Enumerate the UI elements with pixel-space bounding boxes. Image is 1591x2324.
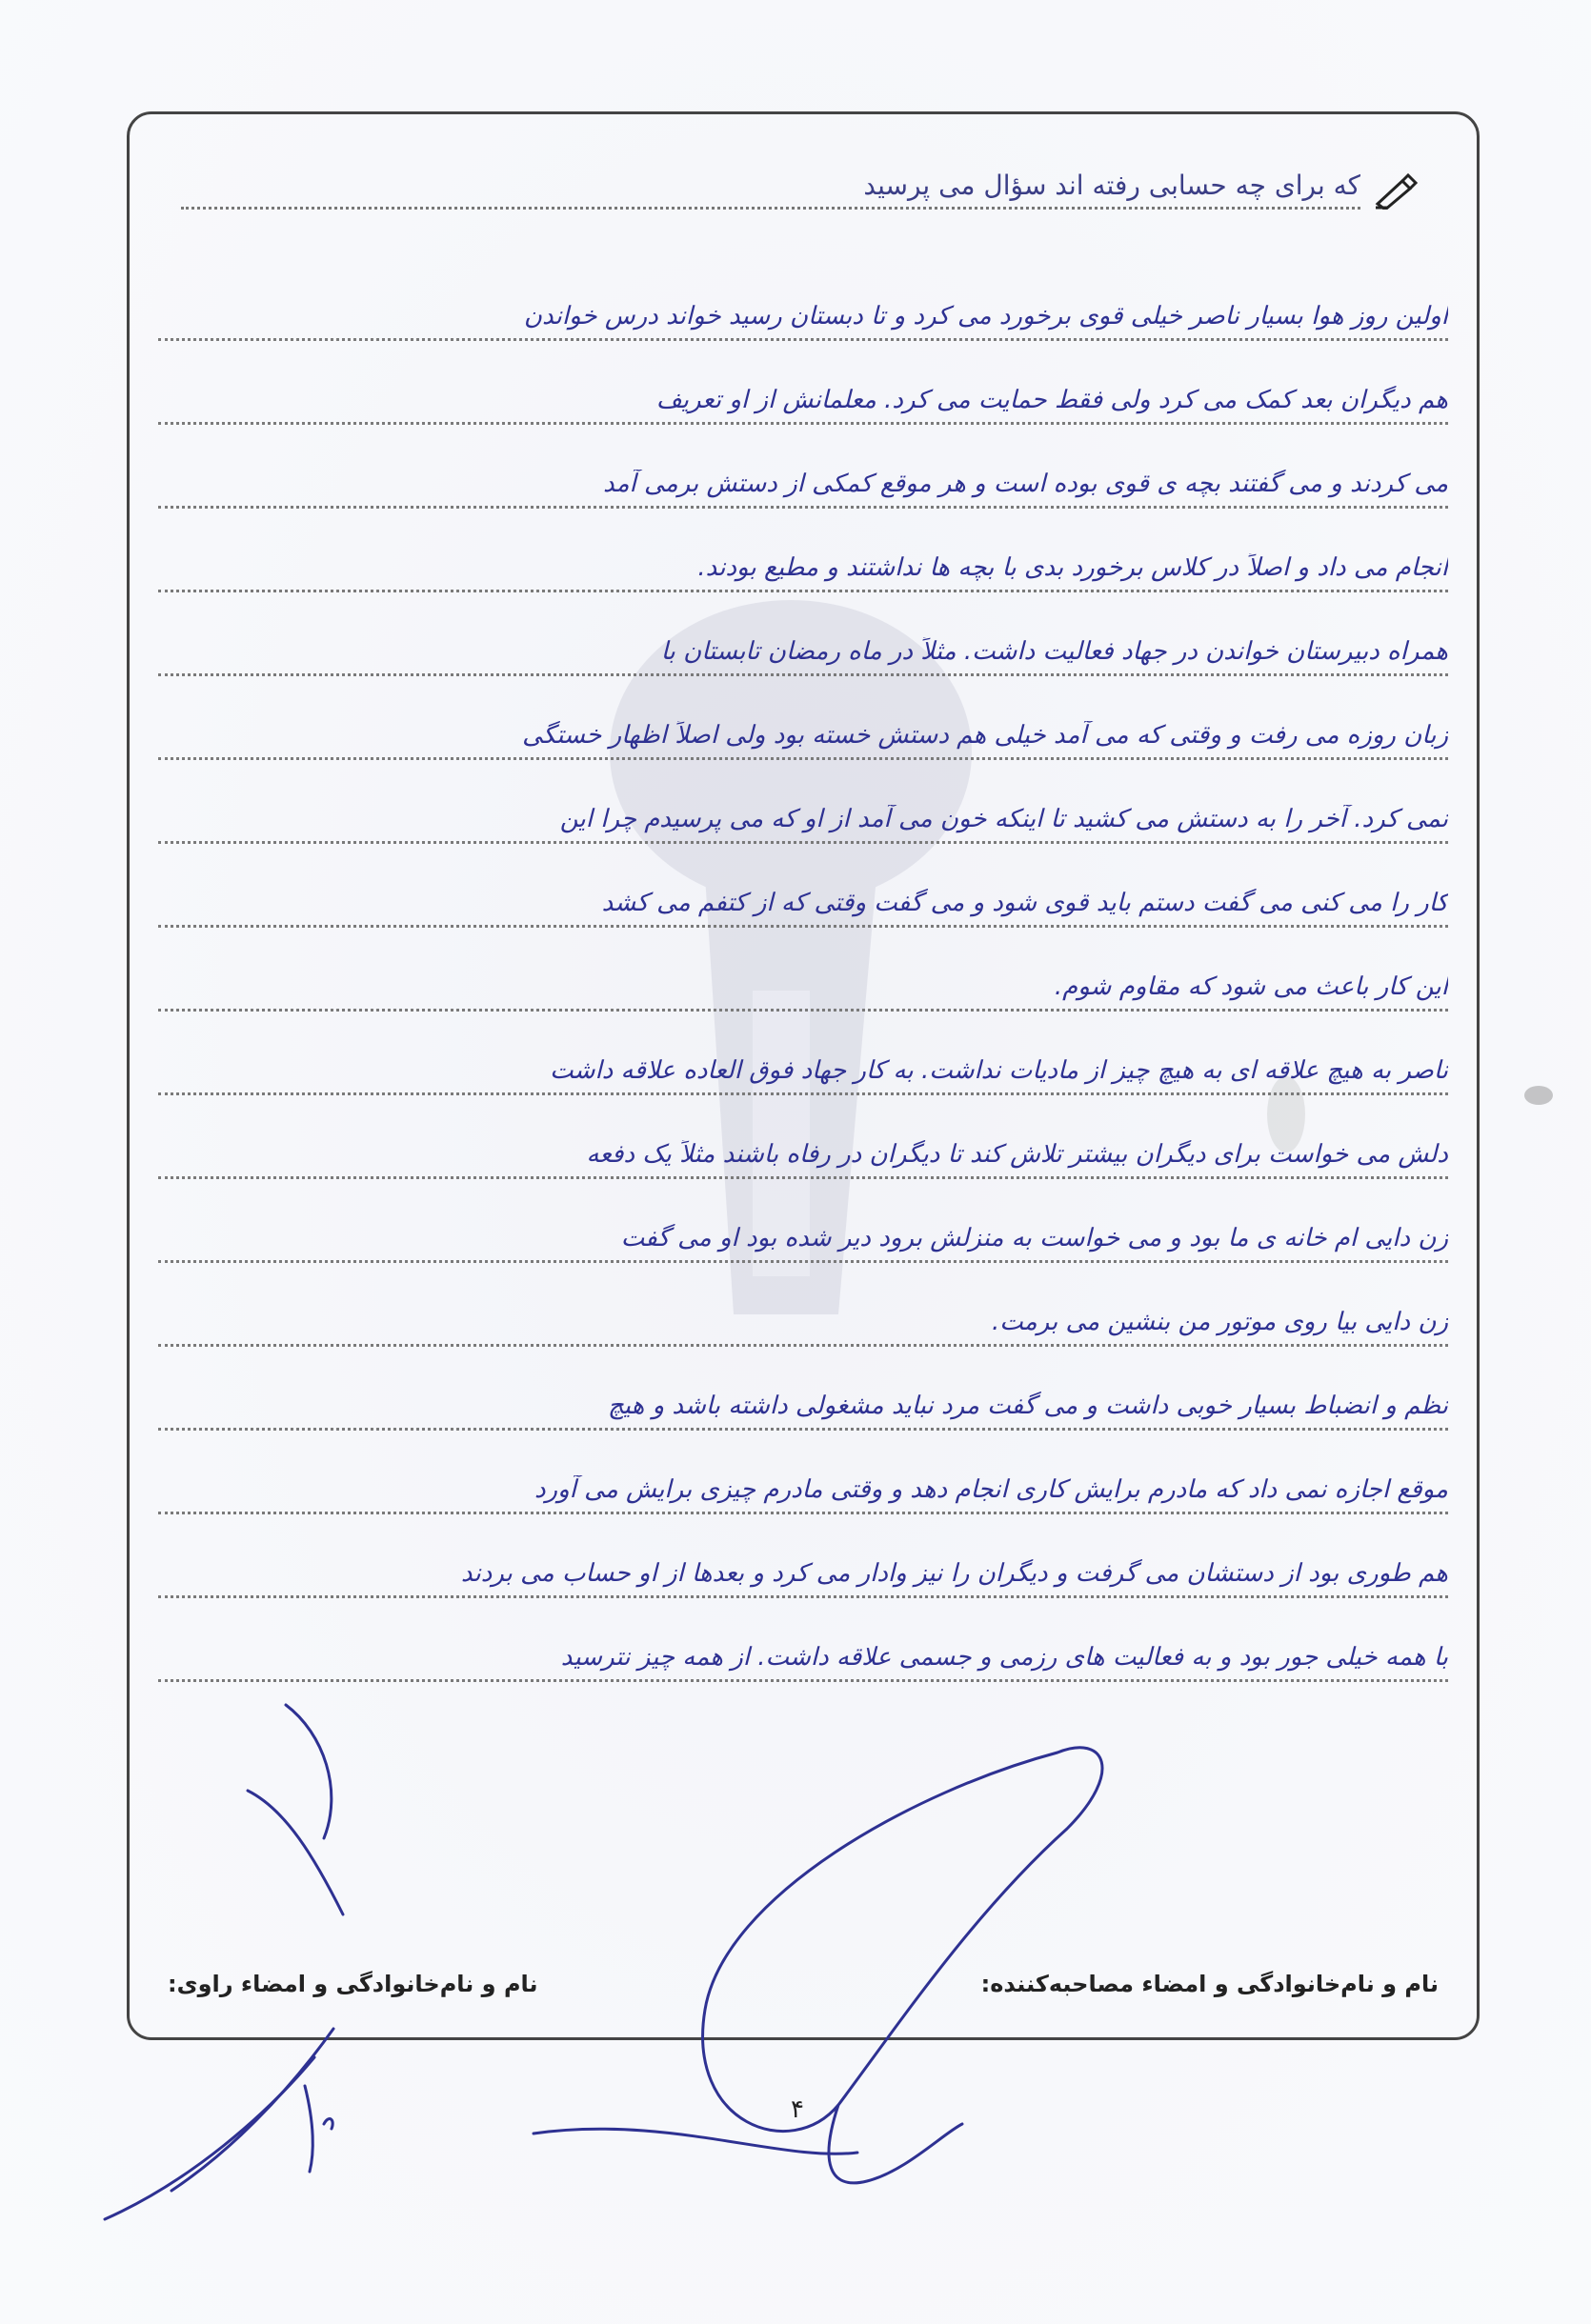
handwritten-text: می کردند و می گفتند بچه ی قوی بوده است و هر موقع کمکی از دستش برمی آمد — [602, 470, 1448, 498]
handwritten-text: نمی کرد. آخر را به دستش می کشید تا اینکه خون می آمد از او که می پرسیدم چرا این — [559, 805, 1448, 833]
answer-line — [158, 1179, 1448, 1263]
handwritten-text: کار را می کنی می گفت دستم باید قوی شود و می گفت وقتی که از کتفم می کشد — [601, 889, 1448, 917]
handwritten-text: همراه دبیرستان خواندن در جهاد فعالیت داشت. مثلاً در ماه رمضان تابستان با — [660, 637, 1448, 666]
signature-labels — [168, 1971, 1439, 2009]
answer-lines — [158, 257, 1448, 1682]
answer-line — [158, 1347, 1448, 1431]
question-text: که برای چه حسابی رفته اند سؤال می پرسید — [181, 170, 1360, 210]
handwritten-text: هم طوری بود از دستشان می گرفت و دیگران را نیز وادار می کرد و بعدها از او حساب می بردند — [460, 1559, 1448, 1588]
answer-line — [158, 257, 1448, 341]
pen-icon — [1374, 171, 1420, 210]
handwritten-text: ناصر به هیچ علاقه ای به هیچ چیز از مادیات نداشت. به کار جهاد فوق العاده علاقه داشت — [550, 1056, 1448, 1085]
handwritten-text: نظم و انضباط بسیار خوبی داشت و می گفت مرد نباید مشغولی داشته باشد و هیچ — [608, 1392, 1448, 1420]
handwritten-text: با همه خیلی جور بود و به فعالیت های رزمی و جسمی علاقه داشت. از همه چیز نترسید — [560, 1643, 1448, 1672]
answer-line — [158, 760, 1448, 844]
handwritten-text: موقع اجازه نمی داد که مادرم برایش کاری انجام دهد و وقتی مادرم چیزی برایش می آورد — [534, 1475, 1448, 1504]
handwritten-text: دلش می خواست برای دیگران بیشتر تلاش کند تا دیگران در رفاه باشند مثلاً یک دفعه — [586, 1140, 1448, 1169]
handwritten-text: این کار باعث می شود که مقاوم شوم. — [1054, 972, 1448, 1001]
interviewer-label: نام و نام‌خانوادگی و امضاء مصاحبه‌کننده: — [980, 1971, 1439, 1997]
question-header — [181, 152, 1420, 210]
handwritten-text: انجام می داد و اصلاً در کلاس برخورد بدی با بچه ها نداشتند و مطیع بودند. — [697, 553, 1448, 582]
page-number: ۴ — [791, 2095, 804, 2124]
answer-line — [158, 1012, 1448, 1095]
handwritten-text: اولین روز هوا بسیار ناصر خیلی قوی برخورد می کرد و تا دبستان رسید خواند درس خواندن — [523, 302, 1448, 331]
answer-line — [158, 928, 1448, 1012]
answer-line — [158, 509, 1448, 592]
answer-line — [158, 592, 1448, 676]
answer-line — [158, 676, 1448, 760]
answer-line — [158, 425, 1448, 509]
ink-stain — [1524, 1086, 1553, 1105]
form-frame — [127, 111, 1480, 2040]
answer-line — [158, 844, 1448, 928]
answer-line — [158, 1514, 1448, 1598]
handwritten-text: زن دایی بیا روی موتور من بنشین می برمت. — [991, 1308, 1448, 1336]
answer-line — [158, 1095, 1448, 1179]
handwritten-text: زبان روزه می رفت و وقتی که می آمد خیلی هم دستش خسته بود ولی اصلاً اظهار خستگی — [522, 721, 1448, 750]
narrator-label: نام و نام‌خانوادگی و امضاء راوی: — [168, 1971, 538, 1997]
answer-line — [158, 1431, 1448, 1514]
answer-line — [158, 341, 1448, 425]
answer-line — [158, 1263, 1448, 1347]
handwritten-text: زن دایی ام خانه ی ما بود و می خواست به منزلش برود دیر شده بود او می گفت — [620, 1224, 1448, 1252]
handwritten-text: هم دیگران بعد کمک می کرد ولی فقط حمایت می کرد. معلمانش از او تعریف — [655, 386, 1448, 414]
answer-line — [158, 1598, 1448, 1682]
